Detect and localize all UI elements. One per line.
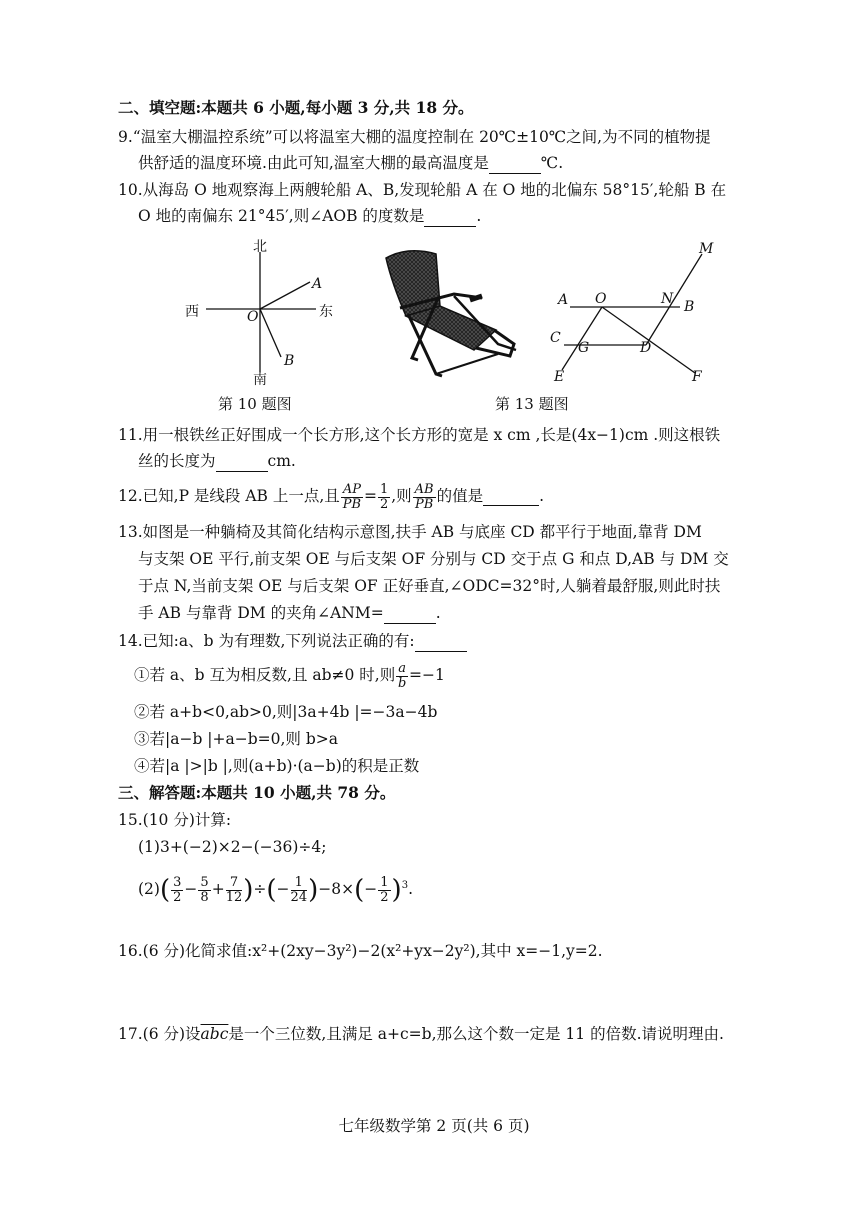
q12-f2-den: 2 xyxy=(379,496,389,512)
fig10-ray-a xyxy=(260,282,310,309)
q12-f2-num: 1 xyxy=(379,481,389,497)
q15-op-times: −8× xyxy=(318,880,355,899)
q12-fraction-half xyxy=(378,483,390,512)
q15-paren-close-3: ) xyxy=(391,875,402,906)
q9-line2 xyxy=(138,153,563,174)
q15-frac-c xyxy=(226,876,243,905)
q13-line4 xyxy=(138,603,441,624)
q15-paren-close-2: ) xyxy=(308,875,319,906)
fig13-label-e: E xyxy=(554,369,565,385)
q15-frac-d-num: 1 xyxy=(291,876,308,891)
fig13-label-m: M xyxy=(699,241,714,257)
q12-f3-den: PB xyxy=(414,496,434,512)
q15-frac-a-den: 2 xyxy=(173,889,182,905)
section2-header: 二、填空题:本题共 6 小题,每小题 3 分,共 18 分。 xyxy=(118,98,474,117)
q15-frac-b-num: 5 xyxy=(200,874,209,890)
q12-eq: = xyxy=(363,487,377,505)
q17-line xyxy=(118,1024,724,1044)
q12-pre: 12.已知,P 是线段 AB 上一点,且 xyxy=(118,487,340,505)
fig10-ray-b xyxy=(260,309,281,357)
q9-line2-text: 供舒适的温度环境.由此可知,温室大棚的最高温度是 xyxy=(138,154,489,172)
q13-end: . xyxy=(435,604,441,622)
fig13-caption: 第 13 题图 xyxy=(495,395,569,413)
q15-exponent: 3 xyxy=(401,880,409,891)
q15-frac-b-den: 8 xyxy=(200,889,209,905)
q10-end: . xyxy=(476,207,482,225)
fig13-label-f: F xyxy=(692,369,702,385)
q12-f1-den: PB xyxy=(342,496,362,512)
fig10-caption: 第 10 题图 xyxy=(218,395,292,413)
fig10-b-label: B xyxy=(284,353,295,369)
q11-line2-text: 丝的长度为 xyxy=(138,452,216,470)
q9-line1: 9.“温室大棚温控系统”可以将温室大棚的温度控制在 20℃±10℃之间,为不同的植物提 xyxy=(118,128,711,146)
q15-line1: 15.(10 分)计算: xyxy=(118,811,232,829)
q15-part1: (1)3+(−2)×2−(−36)÷4; xyxy=(138,838,327,856)
q17-post: 是一个三位数,且满足 a+c=b,那么这个数一定是 11 的倍数.请说明理由. xyxy=(228,1025,724,1043)
q15-paren-open-2: ( xyxy=(266,875,277,906)
q9-unit: ℃. xyxy=(540,154,564,172)
q14-option3: ③若|a−b |+a−b=0,则 b>a xyxy=(134,730,339,748)
q14-answer-blank xyxy=(415,631,467,652)
fig13-label-o: O xyxy=(595,291,607,307)
q15-frac-c-den: 12 xyxy=(225,889,243,905)
q11-line1: 11.用一根铁丝正好围成一个长方形,这个长方形的宽是 x cm ,长是(4x−1)cm .则这根铁 xyxy=(118,426,721,444)
q12-line xyxy=(118,481,544,511)
q14-opt1-fraction xyxy=(396,662,408,691)
q15-paren-open-3: ( xyxy=(354,875,365,906)
q14-text: 14.已知:a、b 为有理数,下列说法正确的有: xyxy=(118,632,415,650)
q13-line3: 于点 N,当前支架 OE 与后支架 OF 正好垂直,∠ODC=32°时,人躺着最舒服,则此时扶 xyxy=(138,577,721,595)
q15-neg-sign-2: − xyxy=(364,880,378,899)
q15-op-div: ÷ xyxy=(253,880,267,899)
q14-opt1-text: ①若 a、b 互为相反数,且 ab≠0 时,则 xyxy=(134,666,396,684)
q15-paren-open-1: ( xyxy=(159,875,171,906)
q14-option2: ②若 a+b<0,ab>0,则|3a+4b |=−3a−4b xyxy=(134,703,438,721)
fig13-label-c: C xyxy=(550,330,561,346)
q17-overline-abc: $\overline{abc}$ xyxy=(200,1025,229,1043)
q11-answer-blank xyxy=(216,451,268,472)
q15-end: . xyxy=(408,880,413,899)
q13-line2: 与支架 OE 平行,前支架 OE 与后支架 OF 分别与 CD 交于点 G 和点 D,AB 与 DM 交 xyxy=(138,550,729,568)
q12-fraction-ap-pb xyxy=(341,483,363,512)
recliner-chair-illustration xyxy=(378,244,523,384)
section3-header: 三、解答题:本题共 10 小题,共 78 分。 xyxy=(118,783,396,802)
q15-frac-b xyxy=(198,876,210,905)
fig10-west-label: 西 xyxy=(185,304,199,320)
fig13-geometry-diagram xyxy=(540,240,720,390)
q15-frac-d-den: 24 xyxy=(290,889,308,905)
q10-line2-text: O 地的南偏东 21°45′,则∠AOB 的度数是 xyxy=(138,207,425,225)
fig10-north-label: 北 xyxy=(253,239,267,255)
q15-frac-e-num: 1 xyxy=(380,874,389,890)
q10-answer-blank xyxy=(424,206,476,227)
q10-line1: 10.从海岛 O 地观察海上两艘轮船 A、B,发现轮船 A 在 O 地的北偏东 58°15′,轮船 B 在 xyxy=(118,181,727,199)
q15-frac-d xyxy=(291,876,308,905)
q14-line1 xyxy=(118,631,467,652)
fig13-label-a: A xyxy=(558,292,569,308)
q11-line2 xyxy=(138,451,296,472)
q17-pre: 17.(6 分)设 xyxy=(118,1025,201,1043)
q15-frac-a xyxy=(171,876,183,905)
q11-unit: cm. xyxy=(267,452,296,470)
q14-option4: ④若|a |>|b |,则(a+b)·(a−b)的积是正数 xyxy=(134,757,420,775)
q12-f3-num: AB xyxy=(414,481,434,497)
q15-frac-a-num: 3 xyxy=(173,874,182,890)
q15-op-minus: − xyxy=(184,880,198,899)
fig10-south-label: 南 xyxy=(253,372,267,388)
q16-line: 16.(6 分)化简求值:x²+(2xy−3y²)−2(x²+yx−2y²),其中 x=−1,y=2. xyxy=(118,942,603,960)
fig10-east-label: 东 xyxy=(319,304,333,320)
q12-mid: ,则 xyxy=(391,487,412,505)
q10-line2 xyxy=(138,206,481,227)
q15-frac-e xyxy=(378,876,390,905)
q15-op-plus: + xyxy=(211,880,225,899)
fig13-label-b: B xyxy=(684,299,695,315)
q13-answer-blank xyxy=(384,603,436,624)
q15-p2-pre: (2) xyxy=(138,880,160,899)
q14-opt1-end: =−1 xyxy=(409,666,445,684)
fig10-origin-label: O xyxy=(247,309,259,325)
q15-frac-c-num: 7 xyxy=(226,876,243,891)
q14-opt1-den: b xyxy=(397,675,407,691)
q12-end: . xyxy=(539,487,545,505)
q12-answer-blank xyxy=(483,487,539,506)
fig10-a-label: A xyxy=(312,276,323,292)
page-footer: 七年级数学第 2 页(共 6 页) xyxy=(338,1117,530,1135)
fig13-line-oe xyxy=(562,307,602,370)
q14-option1 xyxy=(134,660,445,690)
q15-paren-close-1: ) xyxy=(243,875,254,906)
q13-line1: 13.如图是一种躺椅及其简化结构示意图,扶手 AB 与底座 CD 都平行于地面,靠背 DM xyxy=(118,523,702,541)
q12-f1-num: AP xyxy=(342,481,361,497)
q9-answer-blank xyxy=(489,153,541,174)
q14-opt1-num: a xyxy=(398,660,407,676)
q13-line4-text: 手 AB 与靠背 DM 的夹角∠ANM= xyxy=(138,604,384,622)
fig13-label-n: N xyxy=(661,291,674,307)
q12-fraction-ab-pb xyxy=(413,483,436,512)
q15-part2 xyxy=(138,866,413,906)
q12-post: 的值是 xyxy=(436,487,484,505)
fig13-label-d: D xyxy=(640,340,652,356)
q15-frac-e-den: 2 xyxy=(380,889,389,905)
fig13-label-g: G xyxy=(578,340,590,356)
q15-neg-sign: − xyxy=(276,880,290,899)
